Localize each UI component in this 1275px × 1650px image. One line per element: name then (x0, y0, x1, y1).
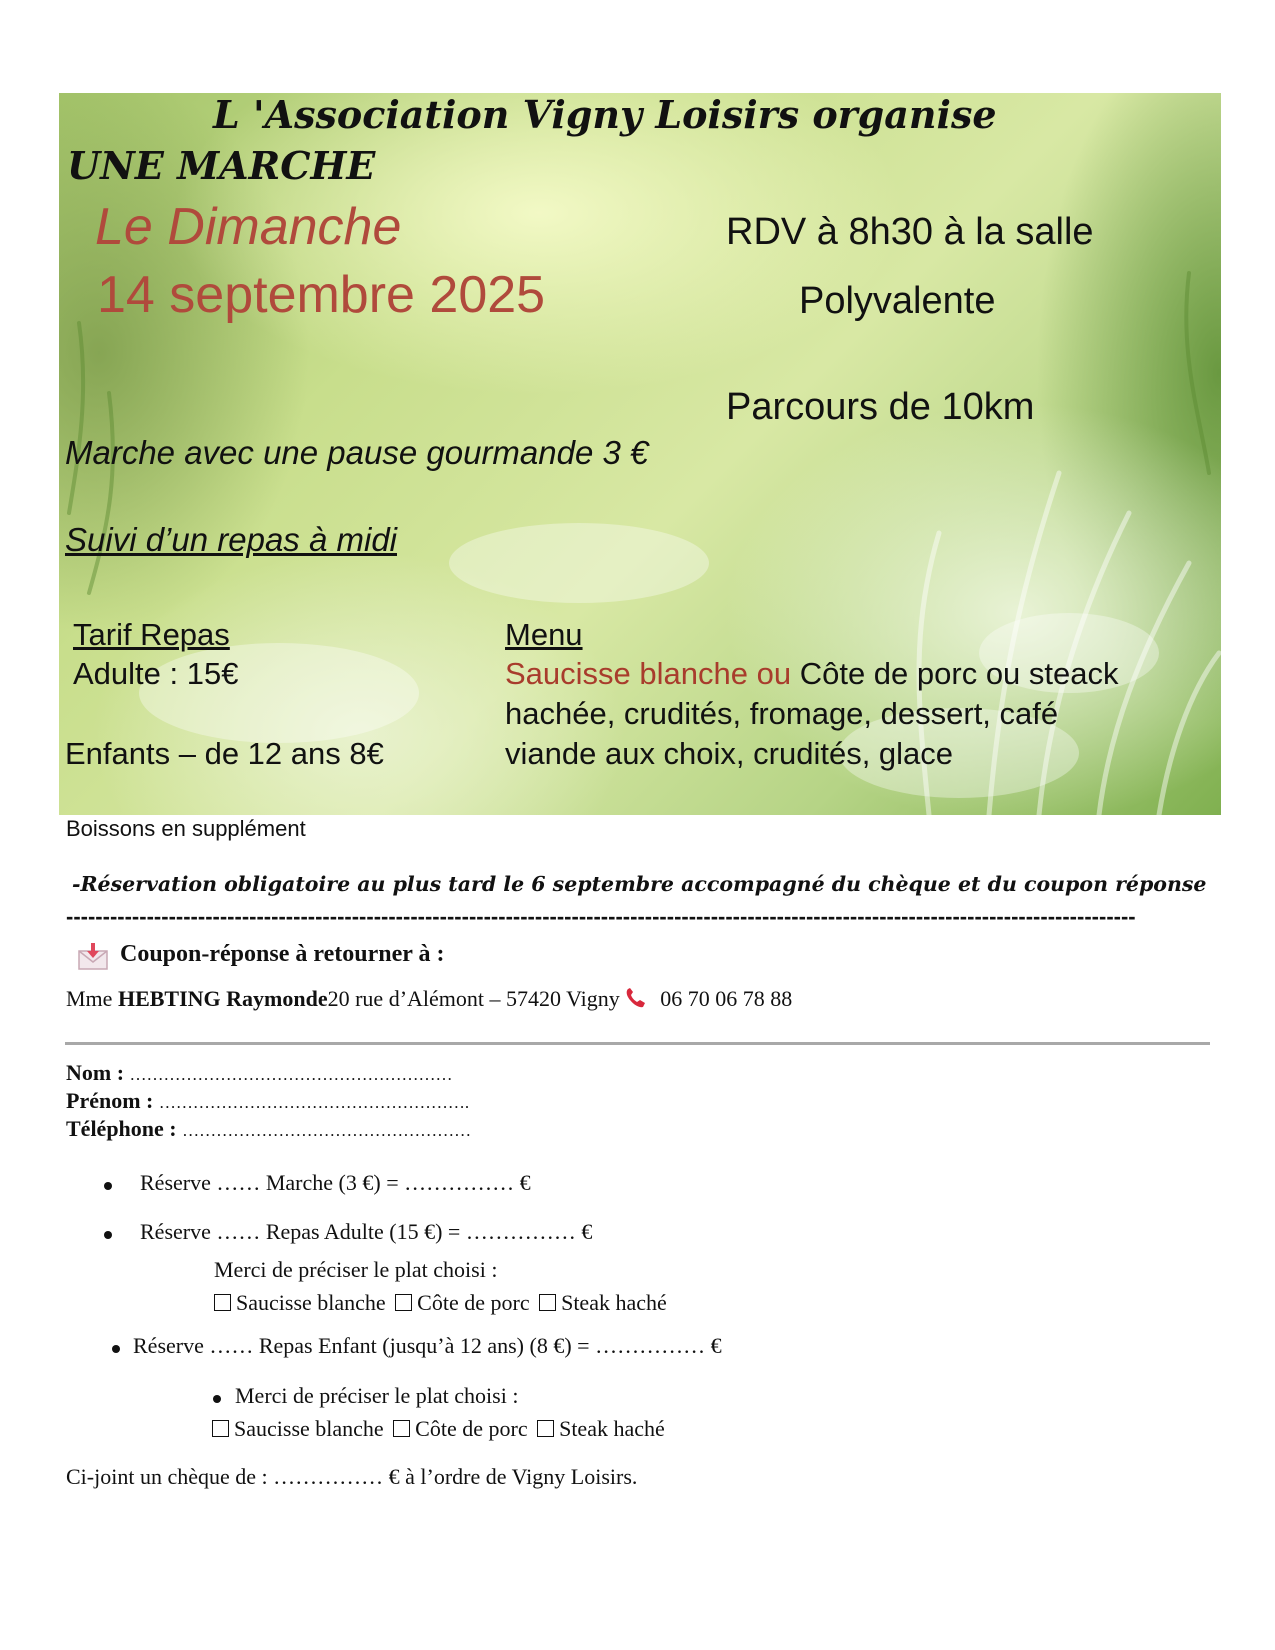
rdv-line-2: Polyvalente (799, 280, 996, 322)
event-name: UNE MARCHE (67, 143, 376, 188)
bullet (213, 1395, 221, 1403)
checkbox-cote-enfant[interactable] (393, 1420, 410, 1437)
menu-line-1 (505, 656, 1119, 692)
contact-phone: 06 70 06 78 88 (660, 986, 793, 1011)
checkbox-cote-adulte[interactable] (395, 1294, 412, 1311)
reserve-adulte[interactable]: Réserve …… Repas Adulte (15 €) = …………… € (140, 1219, 593, 1244)
parcours: Parcours de 10km (726, 386, 1035, 428)
menu-line-2: hachée, crudités, fromage, dessert, café (505, 696, 1059, 731)
reserve-enfant[interactable]: Réserve …… Repas Enfant (jusqu’à 12 ans) (8 €) = …………… € (133, 1333, 722, 1358)
checkbox-steak-adulte[interactable] (539, 1294, 556, 1311)
envelope-download-icon (78, 942, 108, 970)
checkbox-saucisse-enfant[interactable] (212, 1420, 229, 1437)
prenom-field[interactable] (66, 1088, 469, 1114)
preciser-adulte: Merci de préciser le plat choisi : (214, 1257, 498, 1282)
menu-cote: Côte de porc ou steack (791, 656, 1119, 691)
boissons-note: Boissons en supplément (66, 816, 306, 841)
nom-field[interactable] (66, 1060, 453, 1086)
bullet (104, 1231, 112, 1239)
event-day: Le Dimanche (95, 198, 402, 256)
option-saucisse: Saucisse blanche (234, 1416, 384, 1441)
coupon-title: Coupon-réponse à retourner à : (120, 941, 445, 967)
contact-address: 20 rue d’Alémont – 57420 Vigny (327, 986, 620, 1011)
prenom-dots: ………………………………………………. (158, 1093, 470, 1112)
option-steak: Steak haché (559, 1416, 665, 1441)
option-saucisse: Saucisse blanche (236, 1290, 386, 1315)
tarif-heading: Tarif Repas (73, 617, 230, 652)
option-cote: Côte de porc (417, 1290, 530, 1315)
prenom-label: Prénom : (66, 1088, 154, 1113)
option-cote: Côte de porc (415, 1416, 528, 1441)
contact-name: HEBTING Raymonde (117, 986, 328, 1011)
tarif-enfants: Enfants – de 12 ans 8€ (65, 736, 384, 771)
cut-line: -------------------------------------------------------------------------------------------------------------------------------------------------- (66, 904, 1136, 929)
enfant-options (212, 1416, 665, 1442)
bullet (104, 1182, 112, 1190)
option-steak: Steak haché (561, 1290, 667, 1315)
contact-prefix: Mme (66, 986, 118, 1011)
telephone-field[interactable] (66, 1116, 471, 1142)
reservation-note: -Réservation obligatoire au plus tard le 6 septembre accompagné du chèque et du coupon réponse (72, 872, 1207, 896)
telephone-label: Téléphone : (66, 1116, 177, 1141)
preciser-enfant: Merci de préciser le plat choisi : (235, 1383, 519, 1408)
phone-icon (623, 987, 649, 1009)
adulte-options (214, 1290, 667, 1316)
menu-heading: Menu (505, 617, 583, 652)
suivi-repas: Suivi d’un repas à midi (65, 521, 397, 558)
banner-title: L 'Association Vigny Loisirs organise (213, 93, 997, 137)
marche-price: Marche avec une pause gourmande 3 € (65, 434, 649, 471)
nom-dots: ………………………………………………… (129, 1065, 453, 1084)
cheque-line[interactable]: Ci-joint un chèque de : …………… € à l’ordre de Vigny Loisirs. (66, 1464, 638, 1489)
menu-line-3: viande aux choix, crudités, glace (505, 736, 954, 771)
telephone-dots: …………………………………………… (182, 1121, 472, 1140)
contact-line (66, 986, 792, 1012)
tarif-adulte: Adulte : 15€ (73, 656, 239, 691)
event-date: 14 septembre 2025 (97, 266, 546, 324)
checkbox-saucisse-adulte[interactable] (214, 1294, 231, 1311)
nom-label: Nom : (66, 1060, 125, 1085)
menu-saucisse: Saucisse blanche ou (505, 656, 792, 691)
bullet (112, 1345, 120, 1353)
event-banner (59, 93, 1221, 815)
checkbox-steak-enfant[interactable] (537, 1420, 554, 1437)
rdv-line-1: RDV à 8h30 à la salle (726, 211, 1094, 253)
separator-rule (65, 1042, 1210, 1045)
reserve-marche[interactable]: Réserve …… Marche (3 €) = …………… € (140, 1170, 531, 1195)
